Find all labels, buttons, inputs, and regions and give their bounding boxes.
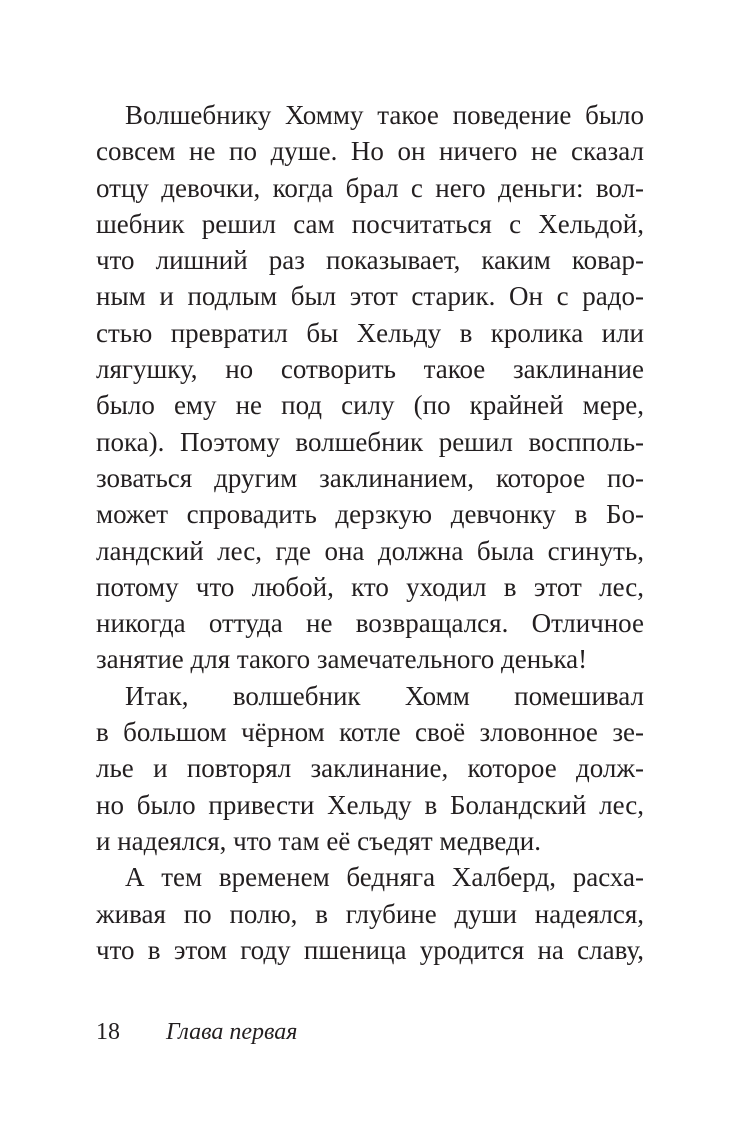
text-line: стью превратил бы Хельду в кролика или [96,317,644,348]
text-line: Волшебнику Хомму такое поведение было [125,100,644,130]
text-line: лягушку, но сотворить такое заклинание [96,354,644,385]
paragraph-3 [96,859,644,968]
text-line: и надеялся, что там её съедят медведи. [96,825,541,856]
text-line: потому что любой, кто уходил в этот лес, [96,571,644,602]
text-line: Итак, волшебник Хомм помешивал [125,680,644,711]
page-footer [96,1014,297,1050]
text-line: пока). Поэтому волшебник решил воспполь- [96,426,644,457]
running-chapter-title: Глава первая [166,1019,298,1045]
body-text [96,97,644,968]
text-line: что в этом году пшеница уродится на славу, [96,934,644,965]
text-line: ным и подлым был этот старик. Он с радо- [96,281,644,312]
text-line: отцу девочки, когда брал с него деньги: вол- [96,172,644,203]
text-line: А тем временем бедняга Халберд, расха- [125,862,644,893]
text-line: зоваться другим заклинанием, которое по- [96,462,644,493]
page-number: 18 [96,1019,120,1045]
text-line: ландский лес, где она должна была сгинуть, [96,535,644,566]
text-line: живая по полю, в глубине души надеялся, [96,898,644,929]
text-line: лье и повторял заклинание, которое долж- [96,753,644,784]
paragraph-2 [96,678,644,859]
text-line: никогда оттуда не возвращался. Отличное [96,608,644,639]
text-line: что лишний раз показывает, каким ковар- [96,245,644,276]
text-line: совсем не по душе. Но он ничего не сказал [96,136,644,167]
text-line: но было привести Хельду в Боландский лес, [96,789,644,820]
paragraph-1 [96,97,644,678]
text-line: может спровадить дерзкую девчонку в Бо- [96,499,644,530]
text-line: в большом чёрном котле своё зловонное зе- [96,717,644,748]
text-line: занятие для такого замечательного денька! [96,644,588,675]
text-line: было ему не под силу (по крайней мере, [96,390,644,421]
text-line: шебник решил сам посчитаться с Хельдой, [96,208,644,239]
